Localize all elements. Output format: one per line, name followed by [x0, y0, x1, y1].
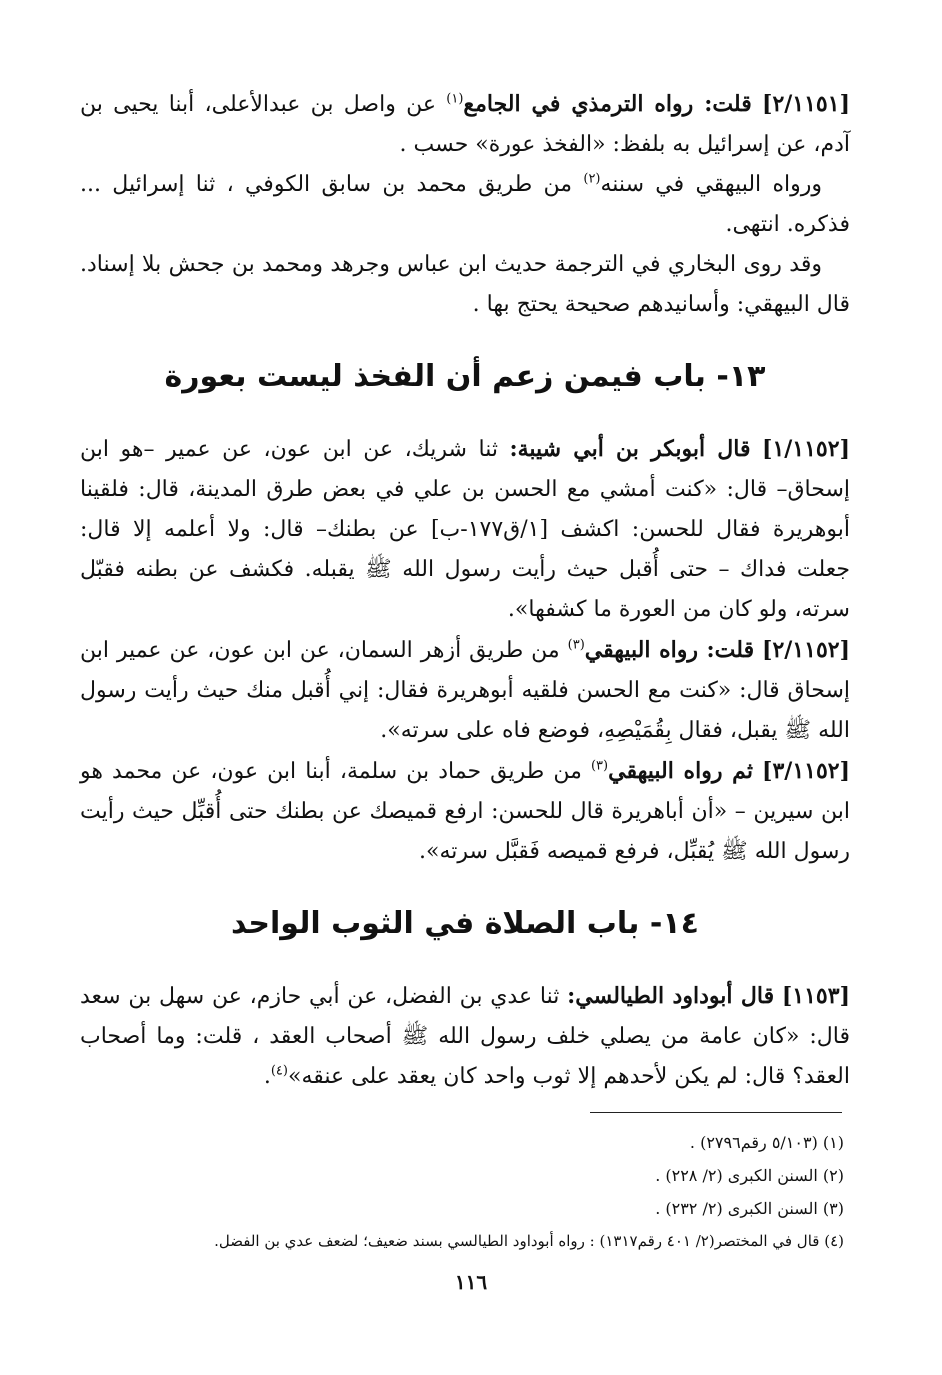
hadith-ref: [٣/١١٥٢] [762, 758, 851, 784]
hadith-text: عن واصل بن عبدالأعلى، أبنا يحيى بن آدم، عن إسرائيل به بلفظ: «الفخذ عورة» حسب . [80, 92, 850, 157]
page-body [80, 84, 850, 1097]
footnote-2: (٢) السنن الكبرى (٢/ ٢٢٨) . [655, 1166, 844, 1185]
hadith-ref: [١١٥٣] [781, 983, 850, 1009]
paragraph-1152-1 [80, 429, 850, 630]
hadith-source: قال أبوداود الطيالسي: [567, 983, 775, 1009]
footnote-marker[interactable]: (١) [446, 91, 464, 107]
paragraph-bukhari-note [80, 245, 850, 325]
paragraph-text: من طريق محمد بن سابق الكوفي ، ثنا إسرائيل ... فذكره. انتهى. [80, 172, 850, 237]
paragraph-bayhaqi-1 [80, 165, 850, 245]
hadith-source: قلت: رواه الترمذي في الجامع [463, 91, 752, 117]
hadith-text: ثنا عدي بن الفضل، عن أبي حازم، عن سهل بن سعد قال: «كان عامة من يصلي خلف رسول الله ﷺ أصحاب العقد ، قلت: وما أصحاب العقد؟ قال: لم يكن لأحدهم إلا ثوب واحد كان يعقد على عنقه» [80, 984, 850, 1089]
hadith-source: قال أبوبكر بن أبي شيبة: [509, 436, 751, 462]
paragraph-1152-2 [80, 630, 850, 751]
hadith-source: قلت: رواه البيهقي [584, 637, 755, 663]
chapter-heading-14: ١٤- باب الصلاة في الثوب الواحد [231, 906, 699, 941]
sentence-end: . [263, 1064, 271, 1089]
hadith-ref: [١/١١٥٢] [762, 436, 850, 462]
paragraph-1153 [80, 976, 850, 1097]
footnote-4: (٤) قال في المختصر(٢/ ٤٠١ رقم١٣١٧) : رواه أبوداود الطيالسي بسند ضعيف؛ لضعف عدي بن الفضل. [214, 1232, 844, 1250]
hadith-ref: [٢/١١٥١] [762, 91, 850, 117]
hadith-text: ثنا شريك، عن ابن عون، عن عمير –هو ابن إسحاق– قال: «كنت أمشي مع الحسن بن علي في بعض طرق المدينة، قال: فلقينا أبوهريرة فقال للحسن: اكشف [١/ق١٧٧-ب] عن بطنك– قال: ولا أعلمه إلا قال: جعلت فداك – حتى أُقبل حيث رأيت رسول الله ﷺ يقبله. فكشف عن بطنه فقبّل سرته، ولو كان من العورة ما كشفها». [80, 437, 850, 622]
footnote-3: (٣) السنن الكبرى (٢/ ٢٣٢) . [655, 1199, 844, 1218]
footnote-1: (١) (٥/١٠٣ رقم٢٧٩٦) . [689, 1133, 844, 1152]
footnote-marker[interactable]: (٢) [583, 171, 601, 187]
footnotes [80, 1126, 844, 1258]
footnote-divider [590, 1112, 842, 1113]
footnote-marker[interactable]: (٣) [590, 758, 609, 774]
paragraph-lead: ورواه البيهقي في سننه [600, 172, 822, 197]
chapter-heading-13: ١٣- باب فيمن زعم أن الفخذ ليست بعورة [164, 359, 766, 394]
hadith-source: ثم رواه البيهقي [608, 758, 753, 784]
paragraph-1152-3 [80, 751, 850, 872]
hadith-ref: [٢/١١٥٢] [762, 637, 850, 663]
paragraph-1151-2 [80, 84, 850, 165]
page-number: ١١٦ [454, 1270, 488, 1294]
hadith-text: من طريق أزهر السمان، عن ابن عون، عن عمير ابن إسحاق قال: «كنت مع الحسن فلقيه أبوهريرة فقال: إني أُقبل منك حيث رأيت رسول الله ﷺ يقبل، فقال بِقُمَيْصِهِ، فوضع فاه على سرته». [80, 638, 851, 743]
paragraph-text: وقد روى البخاري في الترجمة حديث ابن عباس وجرهد ومحمد بن جحش بلا إسناد. قال البيهقي: وأسانيدهم صحيحة يحتج بها . [80, 252, 850, 317]
hadith-text: من طريق حماد بن سلمة، أبنا ابن عون، عن محمد هو ابن سيرين – «أن أباهريرة قال للحسن: ارفع قميصك عن بطنك حتى أُقبِّل حيث رأيت رسول الله ﷺ يُقبِّل، فرفع قميصه فَقبَّل سرته». [80, 759, 850, 864]
footnote-marker[interactable]: (٣) [567, 637, 585, 653]
footnote-marker[interactable]: (٤) [270, 1063, 288, 1079]
